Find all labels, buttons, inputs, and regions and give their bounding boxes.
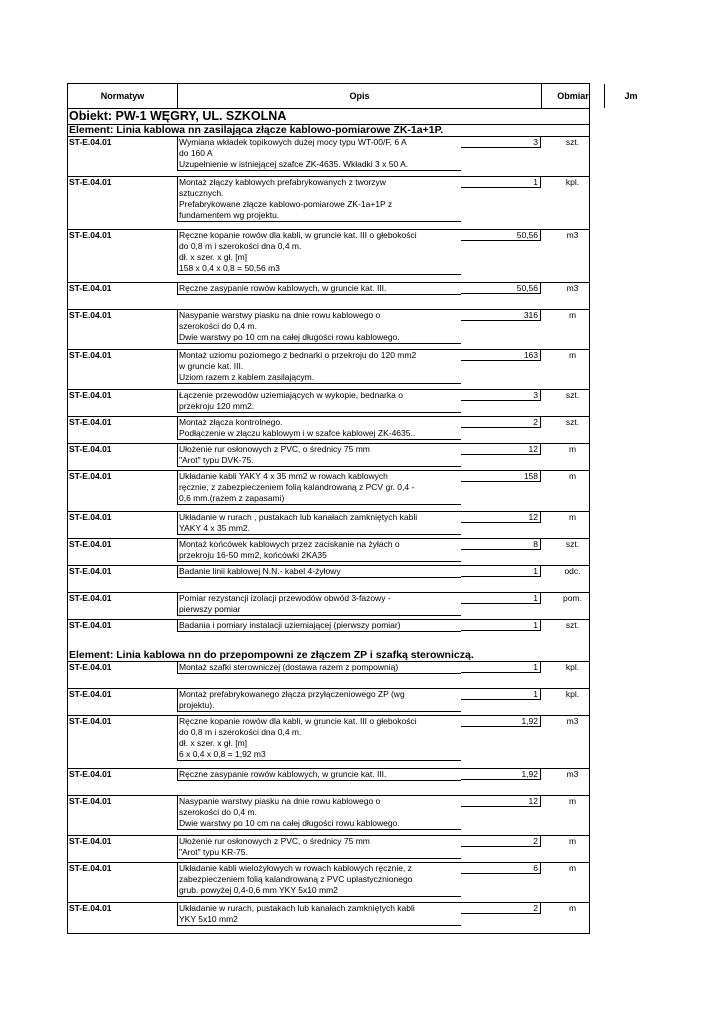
row-code: ST-E.04.01 (69, 539, 112, 549)
row-description (177, 177, 461, 222)
row-divider (67, 835, 590, 836)
row-divider (67, 229, 590, 230)
row-code: ST-E.04.01 (69, 444, 112, 454)
row-quantity: 3 (461, 137, 541, 148)
row-description-line: Dwie warstwy po 10 cm na całej długości rowu kablowego. (179, 818, 400, 828)
row-description (177, 863, 461, 897)
row-code: ST-E.04.01 (69, 593, 112, 603)
row-quantity: 1 (461, 593, 541, 604)
table-bottom-border (67, 933, 590, 934)
row-quantity: 158 (461, 471, 541, 482)
row-code: ST-E.04.01 (69, 662, 112, 672)
row-divider (67, 389, 590, 390)
row-description-line: Podłączenie w złączu kablowym i w szafce kablowej ZK-4635.. (179, 428, 416, 438)
row-description-line: Montaż szafki sterowniczej (dostawa razem z pompownią) (179, 662, 399, 672)
row-quantity: 1 (461, 566, 541, 577)
row-divider (67, 592, 590, 593)
row-divider (67, 349, 590, 350)
row-code: ST-E.04.01 (69, 417, 112, 427)
row-description-line: Nasypanie warstwy piasku na dnie rowu kablowego o (179, 796, 381, 806)
row-divider (67, 715, 590, 716)
row-description-line: pierwszy pomiar (179, 604, 241, 614)
row-quantity: 12 (461, 796, 541, 807)
row-code: ST-E.04.01 (69, 137, 112, 147)
row-quantity: 1 (461, 689, 541, 700)
row-unit: m (568, 471, 577, 481)
row-unit: szt. (565, 417, 580, 427)
row-description (177, 390, 461, 413)
row-description-line: Wymiana wkładek topikowych dużej mocy typu WT-00/F, 6 A (179, 137, 407, 147)
row-divider (67, 619, 590, 620)
row-description-line: Dwie warstwy po 10 cm na całej długości rowu kablowego. (179, 332, 400, 342)
row-unit: kpl. (565, 689, 580, 699)
row-description (177, 903, 461, 926)
row-description-line: Montaż złącza kontrolnego. (179, 417, 283, 427)
row-description-line: do 0,8 m i szerokości dna 0,4 m. (179, 727, 302, 737)
row-description (177, 417, 461, 440)
row-description-line: Prefabrykowane złącze kablowo-pomiarowe ZK-1a+1P z (179, 199, 393, 209)
row-description (177, 566, 461, 578)
row-code: ST-E.04.01 (69, 903, 112, 913)
row-quantity: 12 (461, 444, 541, 455)
row-description-line: w gruncie kat. III. (179, 361, 244, 371)
row-divider (67, 282, 590, 283)
row-description-line: Ręczne kopanie rowów dla kabli, w gruncie kat. III o głebokości (179, 230, 417, 240)
row-quantity: 50,56 (461, 283, 541, 294)
row-unit: m3 (566, 230, 579, 240)
row-unit: pom. (563, 593, 582, 603)
row-description (177, 471, 461, 505)
row-code: ST-E.04.01 (69, 689, 112, 699)
header-opis: Opis (178, 84, 542, 108)
row-code: ST-E.04.01 (69, 230, 112, 240)
row-description-line: Ułożenie rur osłonowych z PVC, o średnicy 75 mm (179, 836, 370, 846)
row-unit: kpl. (565, 662, 580, 672)
row-description-line: Układanie kabli wielożyłowych w rowach kablowych ręcznie, z (179, 863, 412, 873)
row-divider (67, 768, 590, 769)
row-description-line: Montaż złączy kablowych prefabrykowanych z tworzyw (179, 177, 386, 187)
row-divider (67, 416, 590, 417)
row-code: ST-E.04.01 (69, 310, 112, 320)
row-description-line: przekroju 120 mm2. (179, 401, 255, 411)
row-description (177, 620, 461, 632)
row-quantity: 8 (461, 539, 541, 550)
row-description-line: Badania i pomiary instalacji uziemiającej (pierwszy pomiar) (179, 620, 401, 630)
row-divider (67, 470, 590, 471)
row-code: ST-E.04.01 (69, 512, 112, 522)
row-quantity: 3 (461, 390, 541, 401)
row-divider (67, 538, 590, 539)
row-code: ST-E.04.01 (69, 796, 112, 806)
header-jm: Jm (624, 91, 638, 101)
row-unit: m (568, 796, 577, 806)
row-description (177, 512, 461, 535)
row-description-line: 158 x 0,4 x 0,8 = 50,56 m3 (179, 263, 280, 273)
row-unit: m (568, 350, 577, 360)
row-description-line: do 0,8 m i szerokości dna 0,4 m. (179, 241, 302, 251)
row-unit: kpl. (565, 177, 580, 187)
row-description-line: zabezpieczeniem folią kalandrowaną z PVC uplastycznionego (179, 874, 413, 884)
row-description-line: ręcznie, z zabezpieczeniem folią kalandrowaną z PCV gr. 0,4 - (179, 482, 415, 492)
row-unit: m3 (566, 283, 579, 293)
row-description-line: Uziom razem z kablem zasilającym. (179, 372, 315, 382)
row-description-line: Łączenie przewodów uziemiających w wykopie, bednarka o (179, 390, 403, 400)
row-quantity: 6 (461, 863, 541, 874)
row-description (177, 662, 461, 674)
row-code: ST-E.04.01 (69, 283, 112, 293)
row-description-line: "Arot" typu KR-75. (179, 847, 248, 857)
row-divider (67, 862, 590, 863)
row-quantity: 1,92 (461, 769, 541, 780)
row-description (177, 230, 461, 275)
row-divider (67, 511, 590, 512)
row-unit: szt. (565, 539, 580, 549)
row-code: ST-E.04.01 (69, 836, 112, 846)
row-quantity: 2 (461, 417, 541, 428)
row-code: ST-E.04.01 (69, 863, 112, 873)
row-code: ST-E.04.01 (69, 716, 112, 726)
row-unit: m (568, 836, 577, 846)
row-description-line: Ręczne zasypanie rowów kablowych, w gruncie kat. III. (179, 283, 387, 293)
row-description (177, 593, 461, 616)
row-description-line: 0,6 mm.(razem z zapasami) (179, 493, 285, 503)
row-description-line: Układanie w rurach, pustakach lub kanałach zamkniętych kabli (179, 903, 415, 913)
header-obmiar: Obmiar (542, 84, 605, 108)
row-code: ST-E.04.01 (69, 350, 112, 360)
row-quantity: 2 (461, 903, 541, 914)
row-unit: m3 (566, 769, 579, 779)
row-unit: m (568, 863, 577, 873)
row-divider (67, 443, 590, 444)
row-description (177, 539, 461, 562)
row-description (177, 689, 461, 712)
row-quantity: 1 (461, 620, 541, 631)
row-quantity: 12 (461, 512, 541, 523)
row-description-line: Pomiar rezystancji izolacji przewodów obwód 3-fazowy - (179, 593, 391, 603)
row-divider (67, 176, 590, 177)
row-description-line: do 160 A (179, 148, 213, 158)
row-description-line: szerokości do 0,4 m. (179, 807, 257, 817)
row-description-line: dł. x szer. x gł. [m] (179, 252, 248, 262)
row-description-line: Ręczne kopanie rowów dla kabli, w gruncie kat. III o głebokości (179, 716, 417, 726)
row-code: ST-E.04.01 (69, 566, 112, 576)
row-unit: szt. (565, 137, 580, 147)
row-description-line: przekroju 16-50 mm2, końcówki 2KA35 (179, 550, 327, 560)
row-description-line: Badanie linii kablowej N.N.- kabel 4-żyłowy (179, 566, 341, 576)
table-header (67, 83, 638, 109)
row-description (177, 836, 461, 859)
row-quantity: 1 (461, 662, 541, 673)
row-unit: m (568, 512, 577, 522)
row-code: ST-E.04.01 (69, 471, 112, 481)
row-description-line: Montaż końcówek kablowych przez zaciskanie na żyłach o (179, 539, 400, 549)
row-divider (67, 902, 590, 903)
row-quantity: 1 (461, 177, 541, 188)
row-code: ST-E.04.01 (69, 390, 112, 400)
row-description-line: sztucznych. (179, 188, 224, 198)
row-unit: m (568, 444, 577, 454)
row-quantity: 316 (461, 310, 541, 321)
row-description-line: dł. x szer. x gł. [m] (179, 738, 248, 748)
row-description-line: Montaż uziomu poziomego z bednarki o przekroju do 120 mm2 (179, 350, 417, 360)
row-description-line: "Arot" typu DVK-75. (179, 455, 254, 465)
row-description-line: grub. powyżej 0,4-0,6 mm YKY 5x10 mm2 (179, 885, 338, 895)
row-description-line: projektu). (179, 700, 215, 710)
row-code: ST-E.04.01 (69, 177, 112, 187)
row-description (177, 283, 461, 295)
row-unit: m (568, 903, 577, 913)
row-description-line: Montaż prefabrykowanego złącza przyłączeniowego ZP (wg (179, 689, 405, 699)
row-divider (67, 688, 590, 689)
row-divider (67, 309, 590, 310)
row-unit: szt. (565, 620, 580, 630)
row-description-line: Ułożenie rur osłonowych z PVC, o średnicy 75 mm (179, 444, 370, 454)
row-description-line: szerokości do 0,4 m. (179, 321, 257, 331)
row-description-line: YKY 5x10 mm2 (179, 914, 238, 924)
section-title: Element: Linia kablowa nn do przepompowni ze złączem ZP i szafką sterowniczą. (67, 650, 590, 662)
row-quantity: 163 (461, 350, 541, 361)
row-unit: odc. (564, 566, 581, 576)
row-description-line: 6 x 0,4 x 0,8 = 1,92 m3 (179, 749, 266, 759)
row-description-line: Układanie w rurach , pustakach lub kanałach zamkniętych kabli (179, 512, 418, 522)
row-description (177, 350, 461, 384)
row-description (177, 137, 461, 171)
row-code: ST-E.04.01 (69, 620, 112, 630)
row-unit: m3 (566, 716, 579, 726)
row-description (177, 769, 461, 781)
row-unit: szt. (565, 390, 580, 400)
row-unit: m (568, 310, 577, 320)
row-description-line: Nasypanie warstwy piasku na dnie rowu kablowego o (179, 310, 381, 320)
header-normatyw: Normatyw (68, 84, 178, 108)
row-description (177, 796, 461, 830)
row-quantity: 1,92 (461, 716, 541, 727)
row-description-line: YAKY 4 x 35 mm2. (179, 523, 251, 533)
row-description-line: Ręczne zasypanie rowów kablowych, w gruncie kat. III. (179, 769, 387, 779)
row-quantity: 50,56 (461, 230, 541, 241)
row-description-line: Układanie kabli YAKY 4 x 35 mm2 w rowach kablowych (179, 471, 388, 481)
row-divider (67, 795, 590, 796)
row-description-line: fundamentem wg projektu. (179, 210, 280, 220)
row-quantity: 2 (461, 836, 541, 847)
section-title: Element: Linia kablowa nn zasilająca złącze kablowo-pomiarowe ZK-1a+1P. (67, 125, 590, 137)
object-title: Obiekt: PW-1 WĘGRY, UL. SZKOLNA (67, 109, 590, 125)
row-divider (67, 565, 590, 566)
row-description (177, 444, 461, 467)
row-description (177, 310, 461, 344)
row-description (177, 716, 461, 761)
row-description-line: Uzupełnienie w istniejącej szafce ZK-4635. Wkładki 3 x 50 A. (179, 159, 409, 169)
row-code: ST-E.04.01 (69, 769, 112, 779)
